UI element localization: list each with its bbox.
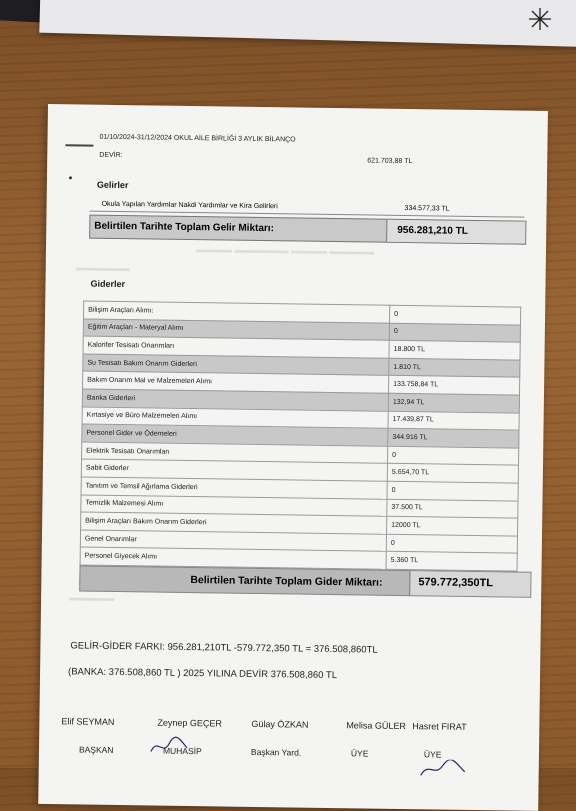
expense-value: 0 — [388, 446, 519, 465]
devir-label: DEVİR: — [99, 151, 123, 160]
income-total-cell — [386, 220, 525, 244]
income-total-value: 956.281,210 TL — [397, 224, 468, 237]
signer-role: Başkan Yard. — [250, 746, 302, 758]
expense-value: 12000 TL — [387, 516, 518, 535]
expenses-table — [79, 301, 521, 590]
balance-sheet-paper — [38, 104, 548, 811]
expense-label: Genel Onarımlar — [80, 530, 386, 552]
signer-name: Zeynep GEÇER — [157, 717, 222, 729]
expense-value: 37.500 TL — [387, 499, 518, 518]
expense-value: 0 — [389, 323, 520, 342]
devir-value: 621.703,88 TL — [367, 157, 413, 166]
income-label: Okula Yapılan Yardımlar Nakdi Yardımlar ve Kira Gelirleri — [90, 197, 405, 216]
expense-label: Personel Giyecek Alımı — [80, 547, 386, 569]
expense-label: Banka Giderleri — [82, 389, 388, 411]
document-title: 01/10/2024-31/12/2024 OKUL AİLE BİRLİĞİ 3 AYLIK BİLANÇO — [99, 133, 296, 144]
expense-label: Sabit Giderler — [81, 459, 387, 481]
signer-role: ÜYE — [423, 749, 442, 760]
expense-value: 1.810 TL — [389, 358, 520, 377]
expense-label: Tanıtım ve Temsil Ağırlama Giderleri — [81, 477, 387, 499]
star-doodle-icon — [527, 6, 553, 32]
signer-role: MUHASİP — [162, 745, 202, 757]
expense-label: Temizlik Malzemesi Alımı — [81, 495, 387, 517]
income-heading: Gelirler — [96, 179, 129, 191]
expense-value: 5.360 TL — [386, 552, 517, 571]
expense-label: Bilişim Araçları Alımı: — [84, 301, 390, 323]
expense-value: 0 — [387, 481, 518, 500]
expenses-heading: Giderler — [90, 278, 126, 290]
bleed-through-text: ▬▬▬▬▬▬ — [75, 262, 130, 274]
expense-label: Bakım Onarım Mal ve Malzemeleri Alımı — [83, 371, 389, 393]
signer-name: Elif SEYMAN — [61, 716, 115, 727]
income-expense-difference: GELİR-GİDER FARKI: 956.281,210TL -579.772,350 TL = 376.508,860TL — [70, 640, 378, 656]
expense-label: Bilişim Araçları Bakım Onarım Giderleri — [81, 512, 387, 534]
bleed-through-text: ▬▬▬▬▬ — [69, 592, 115, 603]
bleed-through-text: ▬▬▬▬ ▬▬▬▬▬▬ ▬▬▬▬ ▬▬▬▬▬ — [195, 244, 375, 257]
signer-name: Gülay ÖZKAN — [251, 718, 309, 730]
expense-value: 0 — [386, 534, 517, 553]
pen-mark — [65, 144, 93, 146]
expense-label: Eğitim Araçları - Materyal Alımı — [83, 319, 389, 341]
expense-value: 17.439,87 TL — [388, 411, 519, 430]
signer-name: Melisa GÜLER — [346, 720, 406, 732]
background-paper-sheet — [39, 0, 576, 47]
expenses-total-box — [79, 565, 531, 597]
expense-value: 5.654,70 TL — [387, 464, 518, 483]
income-table — [90, 197, 525, 218]
signature-scribble — [149, 733, 189, 758]
expense-value: 344.916 TL — [388, 428, 519, 447]
expense-value: 132,94 TL — [388, 393, 519, 412]
expense-value: 0 — [389, 305, 520, 324]
signature-scribble — [419, 759, 469, 780]
expense-label: Personel Gider ve Ödemeleri — [82, 424, 388, 446]
expenses-total-value: 579.772,350TL — [418, 576, 494, 590]
bank-balance: (BANKA: 376.508,860 TL ) 2025 YILINA DEVİR 376.508,860 TL — [67, 666, 338, 682]
income-total-label: Belirtilen Tarihte Toplam Gelir Miktarı: — [94, 220, 275, 235]
signer-role: ÜYE — [350, 748, 369, 759]
expense-value: 133.758,84 TL — [388, 376, 519, 395]
expenses-total-cell — [409, 571, 530, 597]
income-value: 334.577,33 TL — [404, 201, 524, 217]
expense-label: Kırtasiye ve Büro Malzemeleri Alımı — [82, 407, 388, 429]
signer-role: BAŞKAN — [78, 744, 114, 755]
expense-value: 18.800 TL — [389, 340, 520, 359]
pen-dot — [69, 176, 72, 179]
expense-label: Kalorifer Tesisatı Onarımları — [83, 336, 389, 358]
expense-label: Su Tesisatı Bakım Onarım Giderleri — [83, 354, 389, 376]
income-total-box — [89, 215, 526, 245]
income-row — [90, 197, 525, 218]
signer-name: Hasret FIRAT — [412, 721, 467, 732]
expense-label: Elektrik Tesisatı Onarımları — [82, 442, 388, 464]
expenses-total-label: Belirtilen Tarihte Toplam Gider Miktarı: — [190, 574, 383, 589]
